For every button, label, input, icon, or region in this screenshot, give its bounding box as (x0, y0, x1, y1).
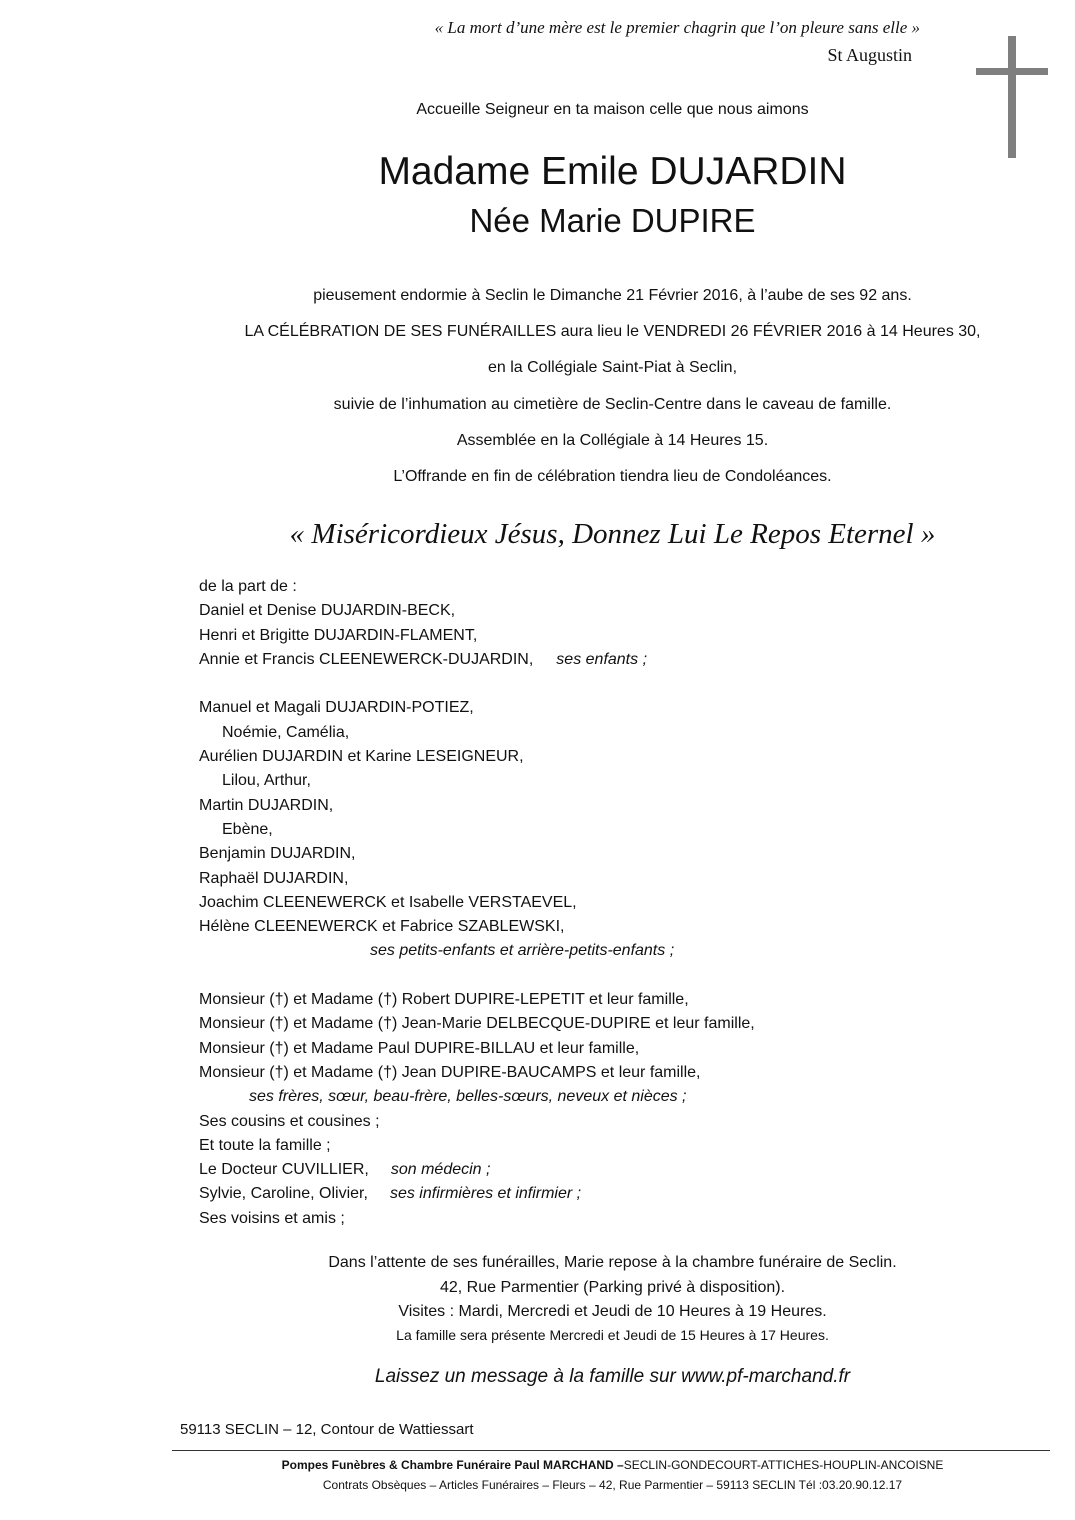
announcement-line: en la Collégiale Saint-Piat à Seclin, (487, 359, 738, 376)
family-member: Monsieur (†) et Madame (†) Robert DUPIRE-LEPETIT et leur famille, (199, 991, 689, 1009)
family-role: ses frères, sœur, beau-frère, belles-sœurs, neveux et nièces ; (249, 1088, 687, 1106)
footer-company: Pompes Funèbres & Chambre Funéraire Paul MARCHAND – (281, 1458, 624, 1472)
address: 59113 SECLIN – 12, Contour de Wattiessart (180, 1421, 474, 1438)
footer-company-line (0, 1458, 1075, 1472)
deceased-birth-name: Née Marie DUPIRE (469, 202, 756, 239)
family-role: ses enfants ; (556, 650, 648, 668)
family-member: Ses voisins et amis ; (199, 1209, 345, 1227)
family-member-with-role (199, 648, 755, 672)
footer-divider (172, 1450, 1050, 1451)
family-member-with-role (199, 1182, 755, 1206)
announcement-line: L’Offrande en fin de célébration tiendra lieu de Condoléances. (393, 468, 832, 485)
family-member: Hélène CLEENEWERCK et Fabrice SZABLEWSKI, (199, 918, 565, 936)
announcement-line: LA CÉLÉBRATION DE SES FUNÉRAILLES aura lieu le VENDREDI 26 FÉVRIER 2016 à 14 Heures 30, (244, 323, 981, 340)
epigraph-quote: « La mort d’une mère est le premier chagrin que l’on pleure sans elle » (434, 18, 920, 37)
family-member: Manuel et Magali DUJARDIN-POTIEZ, (199, 699, 474, 717)
deceased-name: Madame Emile DUJARDIN (378, 150, 847, 193)
family-list (199, 575, 755, 1231)
online-message: Laissez un message à la famille sur www.pf-marchand.fr (374, 1366, 851, 1387)
repose-line: La famille sera présente Mercredi et Jeudi de 15 Heures à 17 Heures. (396, 1327, 829, 1343)
repose-line: Visites : Mardi, Mercredi et Jeudi de 10 Heures à 19 Heures. (398, 1303, 827, 1320)
announcement-line: Assemblée en la Collégiale à 14 Heures 15. (456, 432, 769, 449)
family-member: Ebène, (222, 820, 273, 838)
family-member: Annie et Francis CLEENEWERCK-DUJARDIN, (199, 650, 534, 668)
family-member: Noémie, Camélia, (222, 723, 350, 741)
announcement-line: pieusement endormie à Seclin le Dimanche 21 Février 2016, à l’aube de ses 92 ans. (313, 287, 912, 304)
family-member: Sylvie, Caroline, Olivier, (199, 1185, 368, 1203)
family-member: Joachim CLEENEWERCK et Isabelle VERSTAEVEL, (199, 893, 577, 911)
footer-details: Contrats Obsèques – Articles Funéraires – Fleurs – 42, Rue Parmentier – 59113 SECLIN Tél :03.20.90.12.17 (322, 1478, 903, 1492)
cross-icon (976, 36, 1048, 158)
announcement-line: suivie de l’inhumation au cimetière de Seclin-Centre dans le caveau de famille. (333, 396, 892, 413)
family-role: ses infirmières et infirmier ; (389, 1185, 582, 1203)
family-member: Martin DUJARDIN, (199, 796, 334, 814)
family-member: Aurélien DUJARDIN et Karine LESEIGNEUR, (199, 748, 524, 766)
family-member: Monsieur (†) et Madame (†) Jean-Marie DELBECQUE-DUPIRE et leur famille, (199, 1015, 755, 1033)
family-member: Le Docteur CUVILLIER, (199, 1161, 369, 1179)
family-member: Et toute la famille ; (199, 1136, 331, 1154)
family-member: Monsieur (†) et Madame (†) Jean DUPIRE-BAUCAMPS et leur famille, (199, 1063, 701, 1081)
family-member: Lilou, Arthur, (222, 772, 311, 790)
family-role: ses petits-enfants et arrière-petits-enfants ; (370, 942, 675, 960)
family-member-with-role (199, 1158, 755, 1182)
family-member: Raphaël DUJARDIN, (199, 869, 349, 887)
family-member: Monsieur (†) et Madame Paul DUPIRE-BILLAU et leur famille, (199, 1039, 640, 1057)
prayer: « Miséricordieux Jésus, Donnez Lui Le Repos Eternel » (289, 518, 936, 550)
invocation: Accueille Seigneur en ta maison celle que nous aimons (416, 101, 809, 118)
family-member: Henri et Brigitte DUJARDIN-FLAMENT, (199, 626, 478, 644)
family-member: Daniel et Denise DUJARDIN-BECK, (199, 602, 456, 620)
family-member: Ses cousins et cousines ; (199, 1112, 380, 1130)
epigraph-author: St Augustin (827, 45, 912, 65)
repose-line: Dans l’attente de ses funérailles, Marie repose à la chambre funéraire de Seclin. (328, 1254, 897, 1271)
repose-line: 42, Rue Parmentier (Parking privé à disposition). (439, 1279, 786, 1296)
family-member: Benjamin DUJARDIN, (199, 845, 356, 863)
family-intro: de la part de : (199, 578, 297, 595)
footer-towns: SECLIN-GONDECOURT-ATTICHES-HOUPLIN-ANCOISNE (623, 1458, 944, 1472)
family-role: son médecin ; (390, 1161, 491, 1179)
